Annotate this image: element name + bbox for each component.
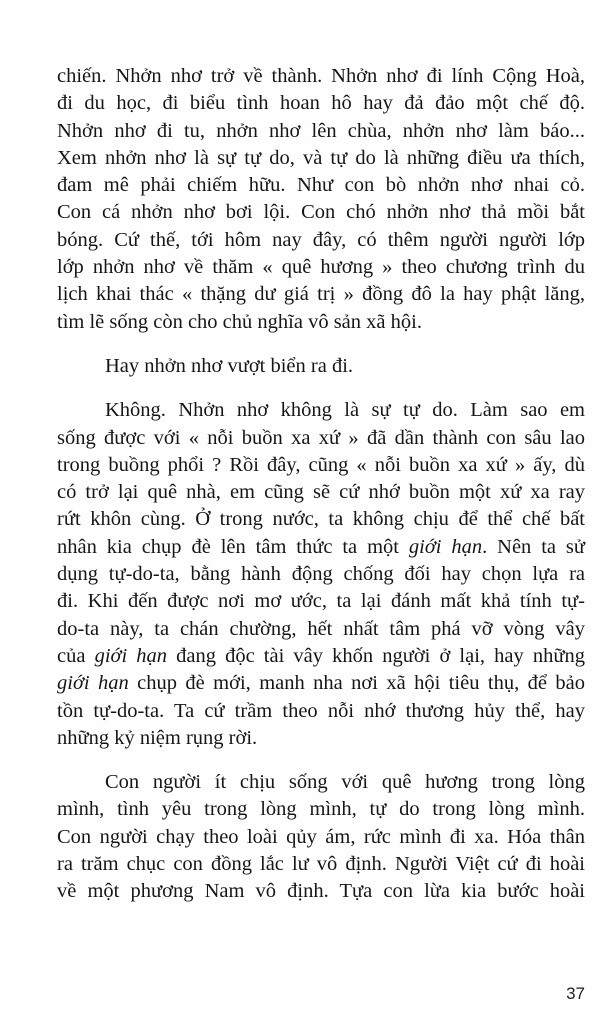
text-line: do-ta này, ta chán chường, hết nhất tâm phá vỡ vòng vây — [57, 617, 585, 640]
text-line — [57, 643, 585, 670]
text-line: Nhởn nhơ đi tu, nhởn nhơ lên chùa, nhởn nhơ làm báo... — [57, 119, 585, 142]
text-line: Xem nhởn nhơ là sự tự do, và tự do là những điều ưa thích, — [57, 146, 585, 169]
text-segment: đang độc tài vây khốn người ở lại, hay những — [167, 644, 585, 667]
text-line: Hay nhởn nhơ vượt biển ra đi. — [105, 354, 354, 377]
paragraph — [57, 769, 585, 905]
text-line: tìm lẽ sống còn cho chủ nghĩa vô sản xã hội. — [57, 310, 422, 333]
text-segment: . Nên ta sử — [482, 535, 586, 558]
text-line: Con người ít chịu sống với quê hương trong lòng — [105, 771, 585, 794]
text-line: đi du học, đi biểu tình hoan hô hay đả đảo một chế độ. — [57, 92, 585, 115]
text-line: bóng. Cứ thế, tới hôm nay đây, có thêm người người lớp — [57, 228, 585, 251]
text-line: về một phương Nam vô định. Tựa con lừa kia bước hoài — [57, 880, 585, 903]
text-line: rứt khôn cùng. Ở trong nước, ta không chịu để thể chế bất — [57, 508, 585, 531]
text-line: tồn tự-do-ta. Ta cứ trầm theo nỗi nhớ thương hủy thể, hay — [57, 699, 585, 722]
italic-term: giới hạn — [57, 672, 129, 695]
paragraph — [57, 63, 585, 336]
text-line: Không. Nhởn nhơ không là sự tự do. Làm sao em — [105, 399, 585, 422]
page-number: 37 — [566, 984, 585, 1003]
text-line: đi. Khi đến được nơi mơ ước, ta lại đánh mất khả tính tự- — [57, 590, 585, 613]
text-line: trong buồng phổi ? Rồi đây, cũng « nỗi buồn xa xứ » ấy, dù — [57, 453, 585, 476]
text-line: ra trăm chục con đồng lắc lư vô định. Người Việt cứ đi hoài — [57, 853, 585, 876]
text-line: lịch khai thác « thặng dư giá trị » đồng đô la hay phật lăng, — [57, 283, 585, 306]
text-line: những kỷ niệm rụng rời. — [57, 726, 258, 749]
body-text — [57, 63, 585, 906]
text-line: Con người chạy theo loài qủy ám, rức mình đi xa. Hóa thân — [57, 825, 585, 848]
text-line: mình, tình yêu trong lòng mình, tự do trong lòng mình. — [57, 798, 585, 821]
text-line: sống được với « nỗi buồn xa xứ » đã dần thành con sâu lao — [57, 426, 585, 449]
text-line: chiến. Nhởn nhơ trở về thành. Nhởn nhơ đi lính Cộng Hoà, — [57, 65, 585, 87]
text-line: đam mê phải chiếm hữu. Như con bò nhởn nhơ nhai cỏ. — [57, 174, 585, 197]
text-segment: nhân kia chụp đè lên tâm thức ta một — [57, 535, 409, 558]
paragraph — [57, 353, 585, 380]
italic-term: giới hạn — [408, 535, 483, 558]
text-line: lớp nhởn nhơ về thăm « quê hương » theo chương trình du — [57, 256, 585, 279]
text-segment: chụp đè mới, manh nha nơi xã hội tiêu thụ, để bảo — [128, 672, 585, 695]
text-line: dụng tự-do-ta, bằng hành động chống đối hay chọn lựa ra — [57, 563, 585, 586]
text-segment: của — [57, 644, 95, 667]
italic-term: giới hạn — [94, 644, 168, 667]
text-line: Con cá nhởn nhơ bơi lội. Con chó nhởn nhơ thả mồi bắt — [57, 201, 585, 224]
text-line — [57, 534, 585, 561]
text-line — [57, 670, 585, 697]
paragraph — [57, 397, 585, 752]
text-line: có trở lại quê nhà, em cũng sẽ cứ nhớ buồn một xứ xa ray — [57, 481, 585, 504]
